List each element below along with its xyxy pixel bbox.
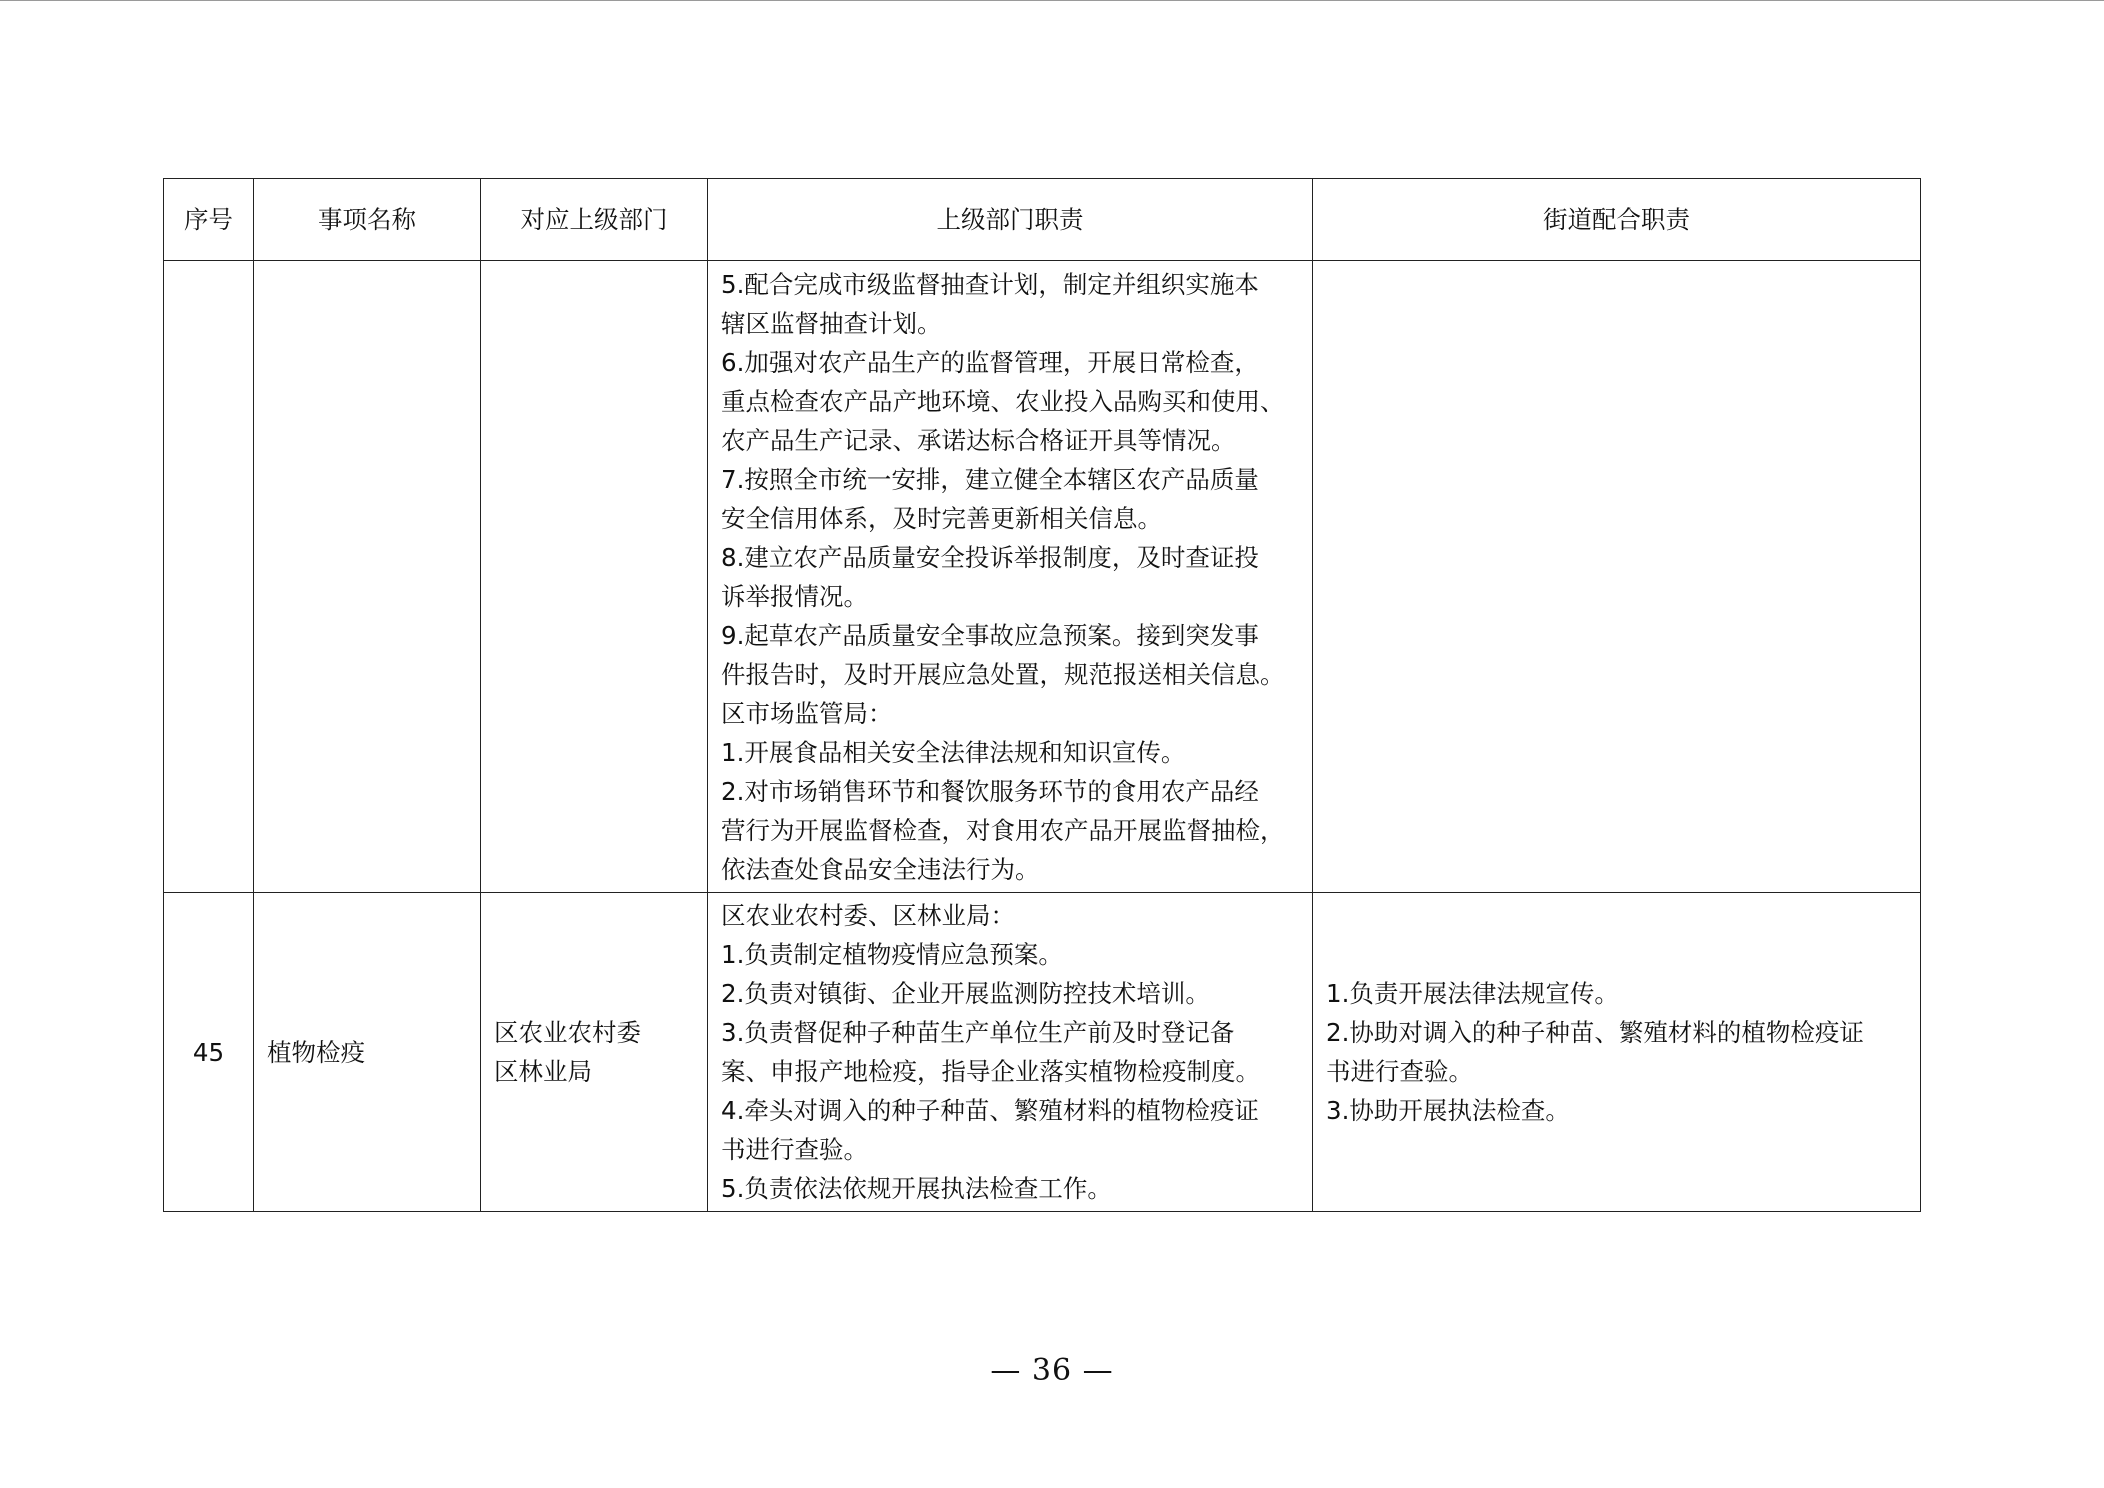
upper-department xyxy=(481,893,708,1212)
duty-line: 诉举报情况。 xyxy=(721,582,868,611)
duty-line: 案、申报产地检疫，指导企业落实植物检疫制度。 xyxy=(721,1057,1260,1086)
upper-duties-cell xyxy=(708,893,1313,1212)
item-name: 植物检疫 xyxy=(254,893,481,1212)
street-duty-line: 3.协助开展执法检查。 xyxy=(1326,1096,1570,1125)
duty-line: 营行为开展监督检查，对食用农产品开展监督抽检， xyxy=(721,816,1285,845)
street-duties-cell xyxy=(1313,893,1921,1212)
duty-line: 3.负责督促种子种苗生产单位生产前及时登记备 xyxy=(721,1018,1235,1047)
department-line: 区林业局 xyxy=(494,1057,592,1086)
header-street-duties: 街道配合职责 xyxy=(1313,179,1921,261)
duty-line: 5.配合完成市级监督抽查计划，制定并组织实施本 xyxy=(721,270,1259,299)
table-row xyxy=(164,261,1921,893)
duty-line: 9.起草农产品质量安全事故应急预案。接到突发事 xyxy=(721,621,1259,650)
duty-line: 7.按照全市统一安排，建立健全本辖区农产品质量 xyxy=(721,465,1259,494)
duty-line: 区市场监管局： xyxy=(721,699,893,728)
duty-line: 农产品生产记录、承诺达标合格证开具等情况。 xyxy=(721,426,1236,455)
duty-line: 6.加强对农产品生产的监督管理，开展日常检查， xyxy=(721,348,1259,377)
row-number: 45 xyxy=(164,893,254,1212)
duty-table xyxy=(163,178,1921,1212)
duty-line: 4.牵头对调入的种子种苗、繁殖材料的植物检疫证 xyxy=(721,1096,1259,1125)
street-duties-cell xyxy=(1313,261,1921,893)
street-duty-line: 书进行查验。 xyxy=(1326,1057,1473,1086)
upper-department xyxy=(481,261,708,893)
duty-line: 2.负责对镇街、企业开展监测防控技术培训。 xyxy=(721,979,1210,1008)
table-header-row xyxy=(164,179,1921,261)
duty-line: 书进行查验。 xyxy=(721,1135,868,1164)
department-line: 区农业农村委 xyxy=(494,1018,641,1047)
duty-line: 安全信用体系，及时完善更新相关信息。 xyxy=(721,504,1162,533)
table-row xyxy=(164,893,1921,1212)
duty-line: 依法查处食品安全违法行为。 xyxy=(721,855,1040,884)
duty-line: 件报告时，及时开展应急处置，规范报送相关信息。 xyxy=(721,660,1285,689)
duty-line: 1.开展食品相关安全法律法规和知识宣传。 xyxy=(721,738,1186,767)
duty-line: 辖区监督抽查计划。 xyxy=(721,309,942,338)
header-number: 序号 xyxy=(164,179,254,261)
header-item-name: 事项名称 xyxy=(254,179,481,261)
upper-duties-cell xyxy=(708,261,1313,893)
header-upper-duties: 上级部门职责 xyxy=(708,179,1313,261)
row-number xyxy=(164,261,254,893)
duty-line: 重点检查农产品产地环境、农业投入品购买和使用、 xyxy=(721,387,1285,416)
street-duty-line: 2.协助对调入的种子种苗、繁殖材料的植物检疫证 xyxy=(1326,1018,1864,1047)
duty-line: 1.负责制定植物疫情应急预案。 xyxy=(721,940,1063,969)
street-duty-line: 1.负责开展法律法规宣传。 xyxy=(1326,979,1619,1008)
duty-line: 5.负责依法依规开展执法检查工作。 xyxy=(721,1174,1112,1203)
duty-line: 2.对市场销售环节和餐饮服务环节的食用农产品经 xyxy=(721,777,1259,806)
header-upper-department: 对应上级部门 xyxy=(481,179,708,261)
item-name xyxy=(254,261,481,893)
page-number: — 36 — xyxy=(990,1353,1114,1388)
duty-line: 区农业农村委、区林业局： xyxy=(721,901,1015,930)
duty-line: 8.建立农产品质量安全投诉举报制度，及时查证投 xyxy=(721,543,1259,572)
